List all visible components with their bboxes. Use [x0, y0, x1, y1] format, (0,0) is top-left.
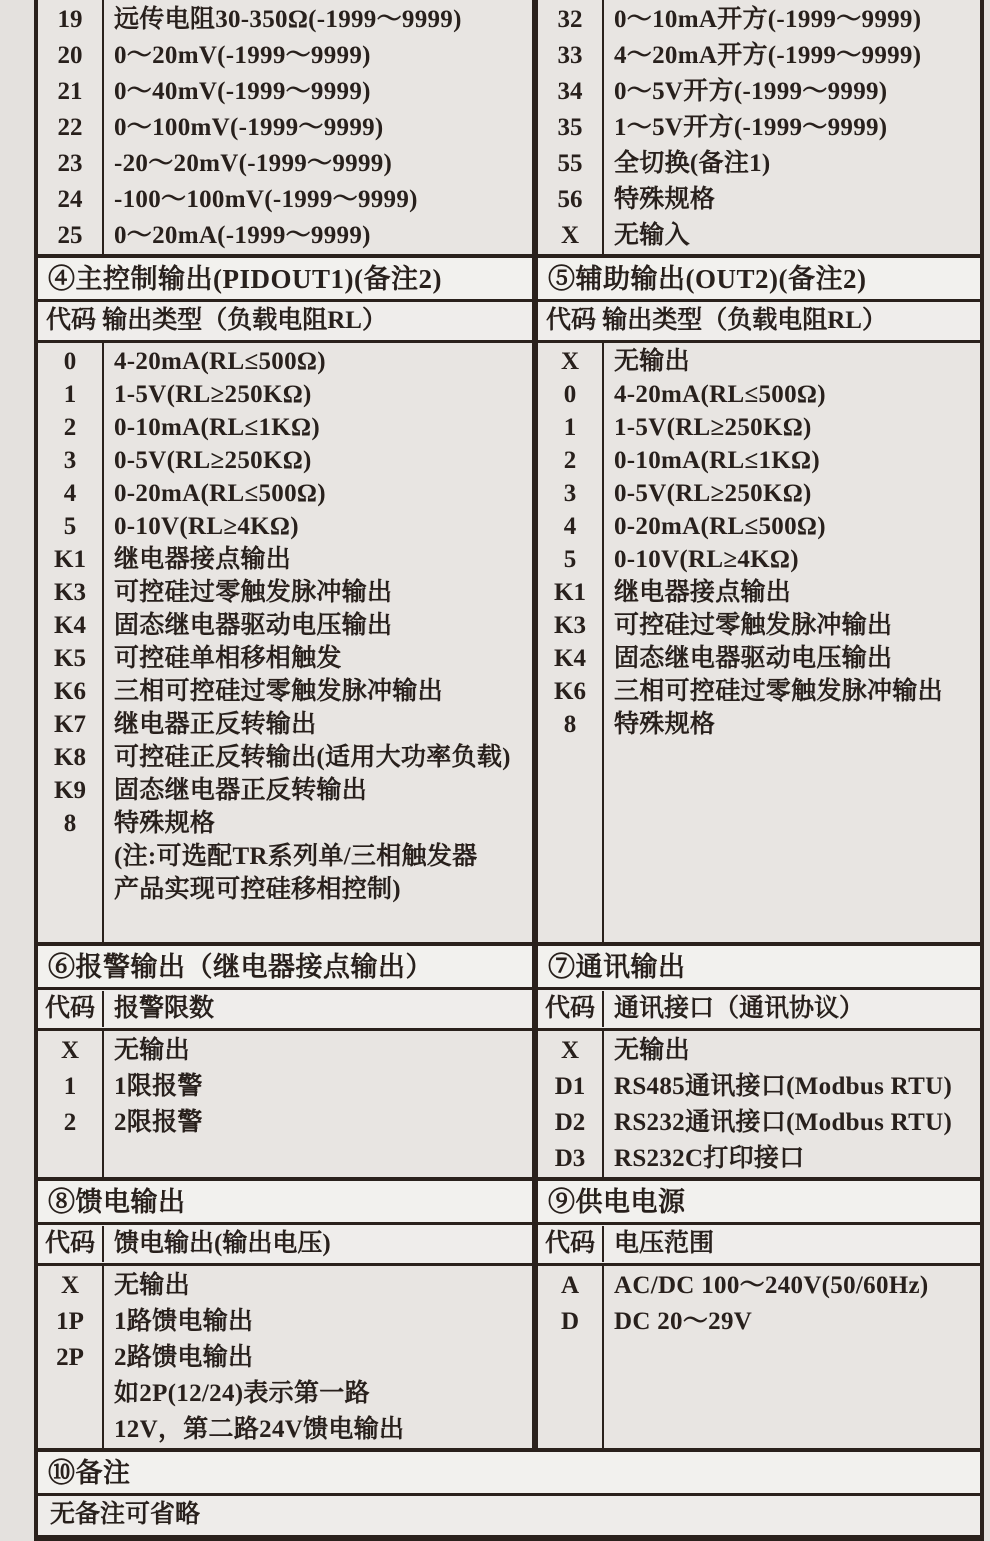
code-cell: X	[560, 1037, 580, 1064]
code-row	[538, 510, 980, 543]
alarm-output-rows	[38, 1031, 532, 1177]
code-row	[538, 1141, 980, 1177]
input-codes-right-column	[538, 0, 980, 254]
desc-cell: DC 20～29V	[614, 1308, 753, 1335]
code-row	[38, 146, 532, 182]
desc-cell: 0-5V(RL≥250KΩ)	[114, 447, 312, 474]
desc-cell: RS485通讯接口(Modbus RTU)	[614, 1073, 953, 1100]
code-row	[38, 840, 532, 873]
code-row	[38, 1340, 532, 1376]
code-row	[538, 38, 980, 74]
desc-cell: RS232C打印接口	[614, 1145, 805, 1172]
desc-cell: 固态继电器驱动电压输出	[114, 612, 393, 639]
code-cell: 25	[57, 222, 83, 249]
code-row	[538, 218, 980, 254]
desc-cell: 无输出	[614, 348, 690, 375]
code-cell	[38, 1412, 102, 1448]
code-row	[38, 675, 532, 708]
desc-cell: 无输出	[114, 1037, 190, 1064]
code-row	[538, 182, 980, 218]
desc-cell: 1限报警	[114, 1073, 203, 1100]
desc-cell: 三相可控硅过零触发脉冲输出	[114, 678, 443, 705]
power-supply-subheader	[538, 1225, 980, 1266]
input-codes-left-column	[38, 0, 538, 254]
feed-output-subheader	[38, 1225, 532, 1266]
code-cell: 32	[557, 6, 583, 33]
main-output-column	[38, 258, 538, 942]
code-cell: K8	[54, 744, 86, 771]
feed-output-title: ⑧馈电输出	[38, 1181, 532, 1225]
power-supply-rows	[538, 1266, 980, 1448]
code-row	[538, 74, 980, 110]
code-cell: 0	[63, 348, 77, 375]
power-supply-title: ⑨供电电源	[538, 1181, 980, 1225]
main-output-subheader: 代码 输出类型（负载电阻RL）	[38, 302, 532, 343]
code-cell: 23	[57, 150, 83, 177]
aux-output-column	[538, 258, 980, 942]
desc-cell: 0～20mV(-1999～9999)	[114, 42, 371, 69]
code-cell: K1	[54, 546, 86, 573]
code-cell: 5	[63, 513, 77, 540]
desc-cell: 特殊规格	[114, 810, 216, 837]
desc-cell: 0～40mV(-1999～9999)	[114, 78, 371, 105]
code-row	[38, 182, 532, 218]
code-cell: 22	[57, 114, 83, 141]
input-code-rows-left	[38, 0, 532, 254]
code-cell: K7	[54, 711, 86, 738]
code-cell: X	[560, 222, 580, 249]
code-row	[38, 1033, 532, 1069]
desc-cell: 固态继电器正反转输出	[114, 777, 368, 804]
desc-cell: -100～100mV(-1999～9999)	[114, 186, 418, 213]
code-cell: K6	[54, 678, 86, 705]
code-cell: 8	[63, 810, 77, 837]
code-cell: K1	[554, 579, 586, 606]
desc-cell: 0-10V(RL≥4KΩ)	[114, 513, 299, 540]
desc-cell: 2限报警	[114, 1109, 203, 1136]
code-row	[538, 1033, 980, 1069]
desc-cell: 可控硅过零触发脉冲输出	[614, 612, 893, 639]
code-cell: 24	[57, 186, 83, 213]
subheader-code-label: 代码	[38, 1226, 104, 1262]
desc-cell: 0-10mA(RL≤1KΩ)	[614, 447, 820, 474]
code-row	[38, 873, 532, 906]
code-cell: 1	[563, 414, 577, 441]
desc-cell: 产品实现可控硅移相控制)	[114, 876, 401, 903]
code-cell: 1	[63, 1073, 77, 1100]
code-cell: X	[60, 1272, 80, 1299]
subheader-label: 电压范围	[614, 1230, 715, 1257]
code-row	[38, 576, 532, 609]
code-cell: A	[560, 1272, 580, 1299]
code-cell: X	[60, 1037, 80, 1064]
code-row	[538, 444, 980, 477]
remark-section	[38, 1448, 980, 1535]
desc-cell: 0-5V(RL≥250KΩ)	[614, 480, 812, 507]
code-row	[538, 576, 980, 609]
remark-content: 无备注可省略	[38, 1493, 980, 1535]
code-row	[538, 642, 980, 675]
code-cell	[38, 873, 102, 906]
code-cell: 2P	[56, 1344, 84, 1371]
desc-cell: 如2P(12/24)表示第一路	[114, 1380, 370, 1407]
code-cell: 2	[563, 447, 577, 474]
desc-cell: 4-20mA(RL≤500Ω)	[114, 348, 326, 375]
subheader-label: 通讯接口（通讯协议）	[614, 995, 865, 1022]
code-row	[38, 218, 532, 254]
code-row	[38, 38, 532, 74]
aux-output-subheader: 代码 输出类型（负载电阻RL）	[538, 302, 980, 343]
desc-cell: 继电器正反转输出	[114, 711, 317, 738]
code-cell	[38, 840, 102, 873]
code-cell: 4	[63, 480, 77, 507]
code-cell: K5	[54, 645, 86, 672]
desc-cell: 0～100mV(-1999～9999)	[114, 114, 384, 141]
code-cell	[38, 1376, 102, 1412]
power-supply-column	[538, 1181, 980, 1448]
code-row	[538, 609, 980, 642]
code-cell: 2	[63, 414, 77, 441]
code-row	[38, 741, 532, 774]
desc-cell: 全切换(备注1)	[614, 150, 771, 177]
code-row	[538, 708, 980, 741]
code-cell: K3	[554, 612, 586, 639]
desc-cell: 无输出	[614, 1037, 690, 1064]
desc-cell: 0-10V(RL≥4KΩ)	[614, 546, 799, 573]
code-row	[38, 1376, 532, 1412]
desc-cell: 无输出	[114, 1272, 190, 1299]
code-cell: 55	[557, 150, 583, 177]
code-row	[38, 411, 532, 444]
desc-cell: 继电器接点输出	[114, 546, 292, 573]
code-row	[38, 2, 532, 38]
comm-output-column	[538, 946, 980, 1177]
code-row	[38, 345, 532, 378]
code-row	[38, 74, 532, 110]
desc-cell: 0-20mA(RL≤500Ω)	[114, 480, 326, 507]
subheader-label: 报警限数	[114, 995, 215, 1022]
aux-output-rows	[538, 343, 980, 942]
desc-cell: 特殊规格	[614, 711, 716, 738]
code-cell: 5	[563, 546, 577, 573]
feed-output-rows	[38, 1266, 532, 1448]
code-row	[538, 378, 980, 411]
code-row	[538, 675, 980, 708]
code-cell: 34	[557, 78, 583, 105]
desc-cell: -20～20mV(-1999～9999)	[114, 150, 393, 177]
code-row	[38, 1268, 532, 1304]
code-cell: 3	[63, 447, 77, 474]
input-code-rows-right	[538, 0, 980, 254]
code-row	[38, 1304, 532, 1340]
desc-cell: 特殊规格	[614, 186, 716, 213]
desc-cell: 1-5V(RL≥250KΩ)	[114, 381, 312, 408]
output-section	[38, 254, 980, 942]
desc-cell: 1路馈电输出	[114, 1308, 254, 1335]
code-row	[538, 1304, 980, 1340]
desc-cell: 12V，第二路24V馈电输出	[114, 1416, 405, 1443]
code-row	[38, 774, 532, 807]
code-cell: 8	[563, 711, 577, 738]
code-row	[38, 1105, 532, 1141]
code-row	[538, 2, 980, 38]
subheader-code-label: 代码	[38, 991, 104, 1027]
code-cell: K4	[554, 645, 586, 672]
desc-cell: 0～20mA(-1999～9999)	[114, 222, 371, 249]
subheader-label: 馈电输出(输出电压)	[114, 1230, 331, 1257]
code-row	[38, 543, 532, 576]
code-row	[38, 477, 532, 510]
desc-cell: 2路馈电输出	[114, 1344, 254, 1371]
desc-cell: 三相可控硅过零触发脉冲输出	[614, 678, 943, 705]
desc-cell: 固态继电器驱动电压输出	[614, 645, 893, 672]
code-cell: D2	[554, 1109, 586, 1136]
code-cell: K6	[554, 678, 586, 705]
comm-output-rows	[538, 1031, 980, 1177]
code-cell: K3	[54, 579, 86, 606]
code-row	[538, 146, 980, 182]
alarm-output-column	[38, 946, 538, 1177]
desc-cell: AC/DC 100～240V(50/60Hz)	[614, 1272, 929, 1299]
code-row	[38, 642, 532, 675]
desc-cell: 0～5V开方(-1999～9999)	[614, 78, 888, 105]
desc-cell: 4～20mA开方(-1999～9999)	[614, 42, 922, 69]
desc-cell: 可控硅单相移相触发	[114, 645, 342, 672]
desc-cell: (注:可选配TR系列单/三相触发器	[114, 843, 478, 870]
feed-power-section	[38, 1177, 980, 1448]
code-cell: 4	[563, 513, 577, 540]
code-cell: K4	[54, 612, 86, 639]
code-row	[38, 708, 532, 741]
code-cell: D3	[554, 1145, 586, 1172]
alarm-output-subheader	[38, 990, 532, 1031]
subheader-code-label: 代码	[538, 991, 604, 1027]
code-cell: 1P	[56, 1308, 84, 1335]
code-cell: 2	[63, 1109, 77, 1136]
code-cell: X	[560, 348, 580, 375]
code-row	[538, 110, 980, 146]
code-row	[38, 1069, 532, 1105]
desc-cell: 无输入	[614, 222, 690, 249]
desc-cell: 0-10mA(RL≤1KΩ)	[114, 414, 320, 441]
desc-cell: RS232通讯接口(Modbus RTU)	[614, 1109, 953, 1136]
code-row	[538, 345, 980, 378]
alarm-comm-section	[38, 942, 980, 1177]
desc-cell: 远传电阻30-350Ω(-1999～9999)	[114, 6, 462, 33]
main-output-title: ④主控制输出(PIDOUT1)(备注2)	[38, 258, 532, 302]
desc-cell: 0-20mA(RL≤500Ω)	[614, 513, 826, 540]
code-cell: 20	[57, 42, 83, 69]
code-cell: D	[560, 1308, 580, 1335]
code-row	[538, 411, 980, 444]
desc-cell: 可控硅正反转输出(适用大功率负载)	[114, 744, 511, 771]
desc-cell: 4-20mA(RL≤500Ω)	[614, 381, 826, 408]
comm-output-subheader	[538, 990, 980, 1031]
code-cell: 21	[57, 78, 83, 105]
code-cell: 0	[563, 381, 577, 408]
ordering-code-table	[34, 0, 984, 1541]
code-row	[38, 110, 532, 146]
input-code-section	[38, 0, 980, 254]
code-row	[38, 378, 532, 411]
desc-cell: 1-5V(RL≥250KΩ)	[614, 414, 812, 441]
code-cell: K9	[54, 777, 86, 804]
code-row	[538, 543, 980, 576]
subheader-code-label: 代码	[538, 1226, 604, 1262]
code-cell: 56	[557, 186, 583, 213]
code-cell: D1	[554, 1073, 586, 1100]
comm-output-title: ⑦通讯输出	[538, 946, 980, 990]
code-row	[38, 444, 532, 477]
code-cell: 33	[557, 42, 583, 69]
code-row	[38, 807, 532, 840]
desc-cell: 0～10mA开方(-1999～9999)	[614, 6, 922, 33]
alarm-output-title: ⑥报警输出（继电器接点输出）	[38, 946, 532, 990]
code-row	[538, 1268, 980, 1304]
main-output-rows	[38, 343, 532, 942]
desc-cell: 1～5V开方(-1999～9999)	[614, 114, 888, 141]
code-row	[38, 609, 532, 642]
code-row	[538, 1105, 980, 1141]
desc-cell: 可控硅过零触发脉冲输出	[114, 579, 393, 606]
aux-output-title: ⑤辅助输出(OUT2)(备注2)	[538, 258, 980, 302]
remark-title: ⑩备注	[38, 1452, 980, 1493]
code-cell: 19	[57, 6, 83, 33]
code-cell: 35	[557, 114, 583, 141]
code-row	[38, 510, 532, 543]
code-cell: 3	[563, 480, 577, 507]
feed-output-column	[38, 1181, 538, 1448]
code-row	[538, 477, 980, 510]
desc-cell: 继电器接点输出	[614, 579, 792, 606]
code-row	[38, 1412, 532, 1448]
code-row	[538, 1069, 980, 1105]
code-cell: 1	[63, 381, 77, 408]
